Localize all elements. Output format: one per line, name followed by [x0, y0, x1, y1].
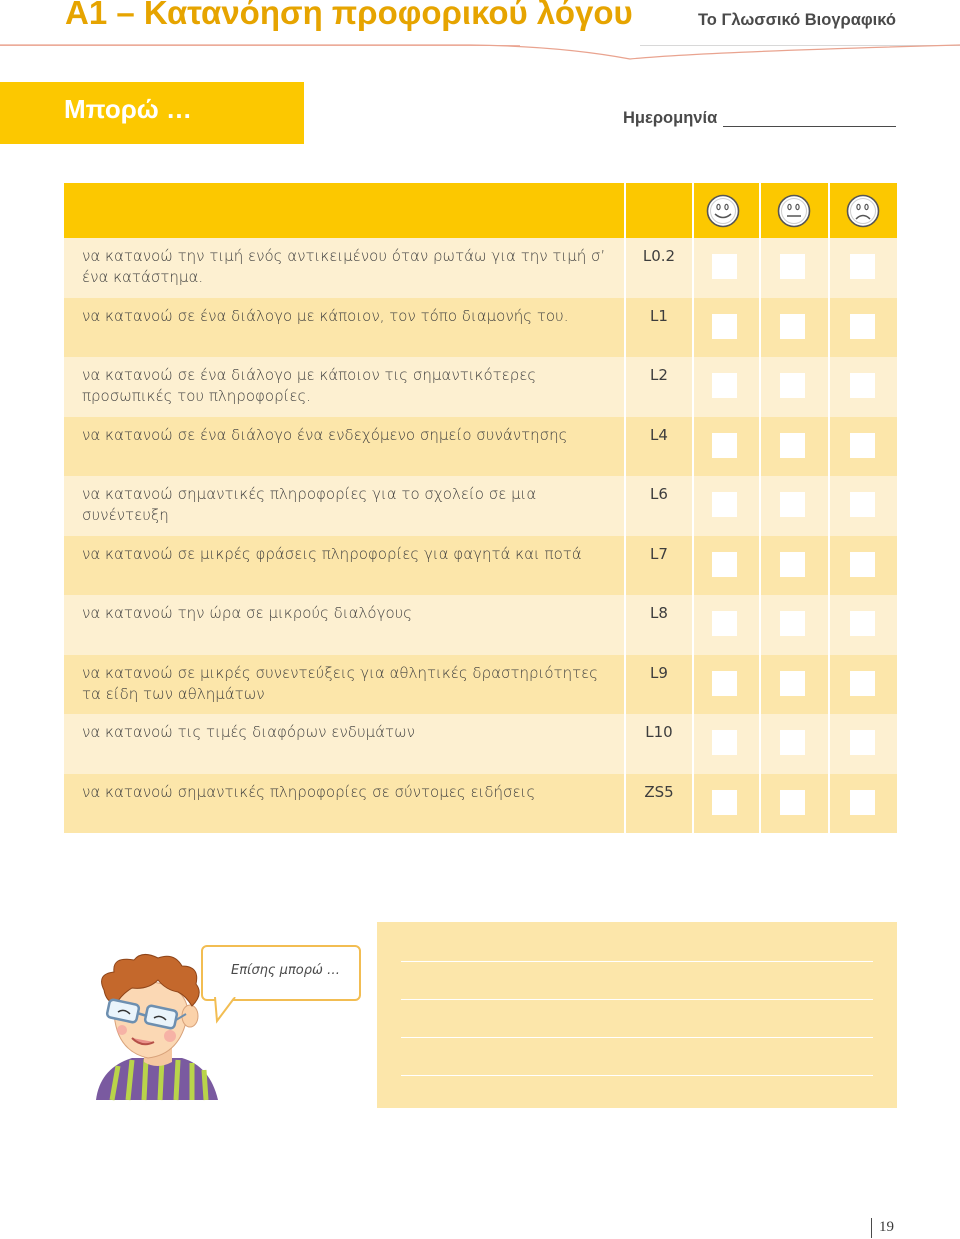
row-code: L8	[650, 604, 668, 622]
row-description: να κατανοώ σε ένα διάλογο με κάποιον, τον τόπο διαμονής του.	[82, 306, 569, 325]
row-description: να κατανοώ τις τιμές διαφόρων ενδυμάτων	[82, 723, 416, 741]
column-separator	[692, 417, 694, 477]
checkbox-sad[interactable]	[850, 314, 875, 339]
column-separator	[759, 714, 761, 774]
column-separator	[759, 417, 761, 477]
date-label: Ημερομηνία	[623, 109, 718, 127]
row-description: να κατανοώ την ώρα σε μικρούς διαλόγους	[82, 604, 413, 622]
column-separator	[828, 595, 830, 655]
speech-bubble-text: Επίσης μπορώ …	[231, 963, 341, 978]
checkbox-neutral[interactable]	[780, 552, 805, 577]
table-row	[64, 357, 897, 417]
row-description: να κατανοώ σημαντικές πληροφορίες για το σχολείο σε μια συνέντευξη	[82, 485, 537, 524]
checkbox-sad[interactable]	[850, 433, 875, 458]
checkbox-sad[interactable]	[850, 254, 875, 279]
table-row	[64, 655, 897, 715]
column-separator	[828, 714, 830, 774]
checkbox-neutral[interactable]	[780, 671, 805, 696]
checkbox-neutral[interactable]	[780, 492, 805, 517]
speech-bubble-tail	[213, 997, 243, 1025]
speech-bubble	[201, 945, 361, 1001]
row-description: να κατανοώ σε ένα διάλογο με κάποιον τις σημαντικότερες προσωπικές του πληροφορίες.	[82, 366, 537, 405]
page-subtitle: Το Γλωσσικό Βιογραφικό	[697, 11, 896, 29]
checkbox-neutral[interactable]	[780, 730, 805, 755]
row-code: L10	[645, 723, 673, 741]
checkbox-happy[interactable]	[712, 492, 737, 517]
date-field[interactable]	[723, 126, 896, 127]
column-separator	[759, 476, 761, 536]
row-code: ZS5	[644, 782, 674, 801]
column-separator	[759, 595, 761, 655]
column-separator	[692, 655, 694, 715]
header-cell-happy	[694, 183, 759, 238]
checkbox-neutral[interactable]	[780, 790, 805, 815]
self-assessment-table	[64, 183, 897, 833]
page-number: 19	[879, 1219, 894, 1235]
row-code: L4	[650, 425, 668, 444]
checkbox-sad[interactable]	[850, 790, 875, 815]
sad-face-icon	[845, 193, 881, 229]
notes-box[interactable]	[377, 922, 897, 1108]
column-separator	[828, 238, 830, 298]
header-cell-neutral	[761, 183, 828, 238]
column-separator	[759, 238, 761, 298]
row-description: να κατανοώ σημαντικές πληροφορίες σε σύντομες ειδήσεις	[82, 782, 536, 801]
header-cell-description	[64, 183, 624, 238]
row-code: L2	[650, 366, 668, 384]
checkbox-neutral[interactable]	[780, 611, 805, 636]
checkbox-sad[interactable]	[850, 492, 875, 517]
row-code: L0.2	[642, 247, 676, 265]
checkbox-happy[interactable]	[712, 433, 737, 458]
column-separator	[692, 536, 694, 596]
checkbox-sad[interactable]	[850, 611, 875, 636]
note-line[interactable]	[401, 1075, 873, 1076]
table-row	[64, 238, 897, 298]
row-description: να κατανοώ σε μικρές φράσεις πληροφορίες για φαγητά και ποτά	[82, 544, 582, 563]
column-separator	[692, 238, 694, 298]
row-description: να κατανοώ σε μικρές συνεντεύξεις για αθλητικές δραστηριότητες τα είδη των αθλημάτων	[82, 663, 599, 703]
checkbox-neutral[interactable]	[780, 254, 805, 279]
checkbox-neutral[interactable]	[780, 433, 805, 458]
checkbox-happy[interactable]	[712, 671, 737, 696]
note-line[interactable]	[401, 999, 873, 1000]
column-separator	[759, 655, 761, 715]
checkbox-sad[interactable]	[850, 730, 875, 755]
column-separator	[692, 476, 694, 536]
checkbox-neutral[interactable]	[780, 373, 805, 398]
checkbox-happy[interactable]	[712, 552, 737, 577]
column-separator	[759, 298, 761, 358]
column-separator	[828, 774, 830, 834]
checkbox-happy[interactable]	[712, 254, 737, 279]
checkbox-neutral[interactable]	[780, 314, 805, 339]
row-code: L6	[650, 485, 668, 503]
column-separator	[692, 357, 694, 417]
table-row	[64, 714, 897, 774]
checkbox-happy[interactable]	[712, 730, 737, 755]
column-separator	[692, 298, 694, 358]
column-separator	[759, 774, 761, 834]
column-separator	[828, 298, 830, 358]
row-code: L9	[650, 663, 668, 682]
checkbox-sad[interactable]	[850, 552, 875, 577]
column-separator	[692, 714, 694, 774]
table-row	[64, 476, 897, 536]
table-row	[64, 417, 897, 477]
column-separator	[828, 357, 830, 417]
column-separator	[692, 595, 694, 655]
header-cell-code	[626, 183, 692, 238]
table-header-row	[64, 183, 897, 238]
checkbox-happy[interactable]	[712, 611, 737, 636]
note-line[interactable]	[401, 961, 873, 962]
row-description: να κατανοώ σε ένα διάλογο ένα ενδεχόμενο σημείο συνάντησης	[82, 425, 568, 444]
checkbox-happy[interactable]	[712, 373, 737, 398]
column-separator	[828, 536, 830, 596]
table-row	[64, 536, 897, 596]
column-separator	[759, 536, 761, 596]
column-separator	[828, 417, 830, 477]
column-separator	[759, 357, 761, 417]
can-banner	[0, 82, 304, 144]
row-code: L1	[650, 306, 668, 325]
header-cell-sad	[830, 183, 897, 238]
neutral-face-icon	[776, 193, 812, 229]
column-separator	[828, 655, 830, 715]
happy-face-icon	[705, 193, 741, 229]
header-swoosh-decoration	[0, 44, 960, 64]
page-number-divider	[871, 1218, 872, 1238]
column-separator	[692, 774, 694, 834]
checkbox-sad[interactable]	[850, 373, 875, 398]
can-label: Μπορώ …	[64, 94, 192, 124]
checkbox-happy[interactable]	[712, 314, 737, 339]
table-row	[64, 595, 897, 655]
page-title: A1 – Κατανόηση προφορικού λόγου	[65, 0, 633, 31]
table-row	[64, 774, 897, 834]
row-code: L7	[650, 544, 668, 563]
note-line[interactable]	[401, 1037, 873, 1038]
row-description: να κατανοώ την τιμή ενός αντικειμένου όταν ρωτάω για την τιμή σ’ ένα κατάστημα.	[82, 247, 606, 286]
checkbox-happy[interactable]	[712, 790, 737, 815]
table-row	[64, 298, 897, 358]
column-separator	[828, 476, 830, 536]
checkbox-sad[interactable]	[850, 671, 875, 696]
